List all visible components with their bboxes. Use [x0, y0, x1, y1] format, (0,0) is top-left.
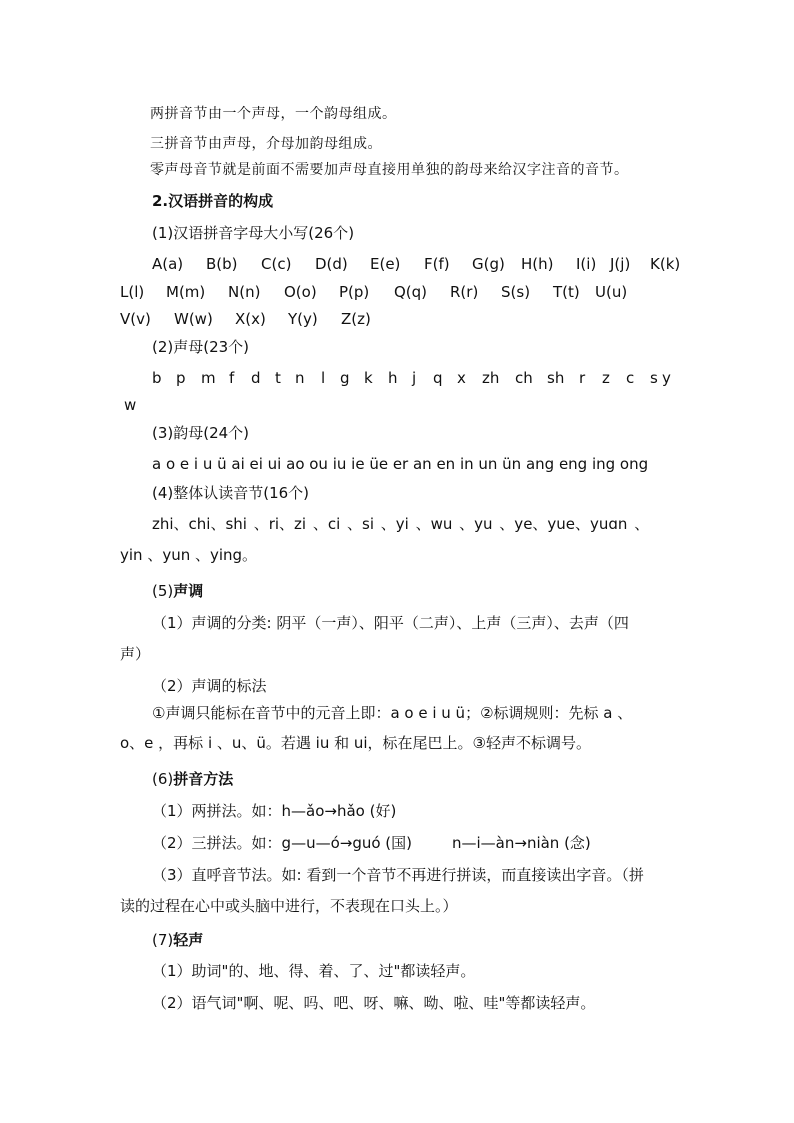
method-heading [152, 769, 233, 789]
initial-item: z [602, 369, 610, 387]
initials-title: (2)声母(23个) [152, 338, 250, 356]
initial-item: f [229, 369, 235, 387]
method-paragraph-3a: （3）直呼音节法。如: 看到一个音节不再进行拼读，而直接读出字音。（拼 [152, 866, 644, 884]
initial-item: m [201, 369, 216, 387]
letter-item: C(c) [261, 255, 292, 273]
method-paragraph-3b: 读的过程在心中或头脑中进行，不表现在口头上。） [120, 897, 458, 915]
letter-item: Y(y) [288, 310, 318, 328]
alphabet-title: (1)汉语拼音字母大小写(26个) [152, 224, 355, 242]
letter-item: K(k) [650, 255, 681, 273]
initial-item: q [433, 369, 443, 387]
initial-item: c [626, 369, 635, 387]
initial-item: t [275, 369, 281, 387]
intro-line-1: 两拼音节由一个声母，一个韵母组成。 [150, 106, 397, 122]
initial-item: n [295, 369, 305, 387]
letter-item: J(j) [610, 255, 631, 273]
letter-item: N(n) [228, 283, 261, 301]
neutral-heading [152, 930, 203, 950]
neutral-heading-text: 轻声 [173, 931, 204, 949]
letter-item: A(a) [152, 255, 184, 273]
letter-item: B(b) [206, 255, 238, 273]
letter-item: L(l) [120, 283, 145, 301]
method-heading-text: 拼音方法 [173, 770, 234, 788]
initial-item: zh [482, 369, 500, 387]
initial-item: s [650, 369, 658, 387]
letter-item: E(e) [370, 255, 401, 273]
tones-heading [152, 581, 203, 601]
letter-item: D(d) [315, 255, 348, 273]
initial-item: ch [515, 369, 533, 387]
initial-item: k [364, 369, 373, 387]
letter-item: X(x) [235, 310, 266, 328]
letter-item: G(g) [472, 255, 505, 273]
initial-item: b [152, 369, 162, 387]
letter-item: S(s) [501, 283, 531, 301]
letter-item: W(w) [174, 310, 213, 328]
neutral-paragraph-1: （1）助词"的、地、得、着、了、过"都读轻声。 [152, 962, 476, 980]
initial-item: d [251, 369, 261, 387]
letter-item: O(o) [284, 283, 317, 301]
finals-list: a o e i u ü ai ei ui ao ou iu ie üe er an en in un ün ang eng ing ong [152, 455, 649, 473]
intro-line-3: 零声母音节就是前面不需要加声母直接用单独的韵母来给汉字注音的音节。 [150, 162, 629, 178]
tones-paragraph-1b: 声） [120, 645, 151, 663]
letter-item: Z(z) [341, 310, 371, 328]
initial-item: j [412, 369, 417, 387]
initial-item: y [662, 369, 671, 387]
initial-item: r [579, 369, 586, 387]
tones-paragraph-3a: ①声调只能标在音节中的元音上即：a o e i u ü；②标调规则：先标 a 、 [152, 704, 633, 722]
whole-syllables-line-2: yin 、yun 、ying。 [120, 546, 258, 564]
letter-item: M(m) [166, 283, 206, 301]
initial-item: g [340, 369, 350, 387]
letter-item: I(i) [576, 255, 597, 273]
intro-line-2: 三拼音节由声母，介母加韵母组成。 [150, 136, 382, 152]
tones-paragraph-2: （2）声调的标法 [152, 677, 267, 695]
initial-item: w [124, 396, 137, 414]
letter-item: R(r) [450, 283, 479, 301]
tones-paragraph-3b: o、e ，再标 i 、u、ü。若遇 iu 和 ui，标在尾巴上。③轻声不标调号。 [120, 734, 591, 752]
neutral-heading-number: (7) [152, 931, 174, 949]
tones-heading-text: 声调 [173, 582, 204, 600]
finals-title: (3)韵母(24个) [152, 424, 250, 442]
initial-item: x [457, 369, 466, 387]
letter-item: V(v) [120, 310, 151, 328]
initial-item: h [388, 369, 398, 387]
letter-item: F(f) [424, 255, 450, 273]
whole-syllables-line-1: zhi、chi、shi 、ri、zi 、ci 、si 、yi 、wu 、yu 、ye、yue、yuɑn 、 [152, 515, 650, 533]
method-heading-number: (6) [152, 770, 174, 788]
letter-item: T(t) [553, 283, 580, 301]
method-paragraph-2a: （2）三拼法。如：g—u—ó→guó (国) [152, 834, 412, 852]
letter-item: Q(q) [394, 283, 428, 301]
method-paragraph-2b: n—i—àn→niàn (念) [452, 834, 591, 852]
letter-item: H(h) [521, 255, 554, 273]
letter-item: P(p) [339, 283, 370, 301]
tones-heading-number: (5) [152, 582, 174, 600]
section-heading: 2.汉语拼音的构成 [152, 192, 274, 210]
letter-item: U(u) [595, 283, 628, 301]
neutral-paragraph-2: （2）语气词"啊、呢、吗、吧、呀、嘛、呦、啦、哇"等都读轻声。 [152, 994, 596, 1012]
initial-item: l [321, 369, 326, 387]
method-paragraph-1: （1）两拼法。如：h—ǎo→hǎo (好) [152, 802, 397, 820]
tones-paragraph-1a: （1）声调的分类: 阴平（一声）、阳平（二声）、上声（三声）、去声（四 [152, 614, 629, 632]
initial-item: sh [547, 369, 565, 387]
initial-item: p [176, 369, 186, 387]
whole-syllables-title: (4)整体认读音节(16个) [152, 484, 310, 502]
